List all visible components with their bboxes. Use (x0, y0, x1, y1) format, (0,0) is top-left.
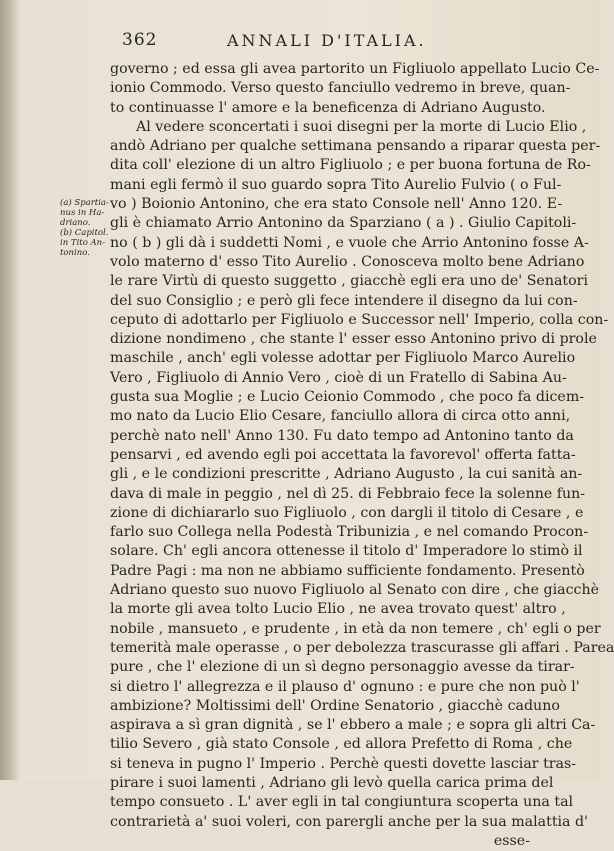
text-line: ambizione? Moltissimi dell' Ordine Senatorio , giacchè caduno (110, 697, 560, 714)
body-text (110, 60, 614, 851)
text-line: Adriano questo suo nuovo Figliuolo al Senato con dire , che giacchè (110, 582, 600, 599)
page-number: 362 (122, 30, 158, 50)
text-line: gli è chiamato Arrio Antonino da Sparziano ( a ) . Giulio Capitoli- (110, 215, 577, 232)
margin-note-line: driano. (60, 218, 91, 228)
margin-note-line: in Tito An- (60, 238, 106, 248)
text-line: dita coll' elezione di un altro Figliuolo ; e per buona fortuna de Ro- (110, 157, 591, 174)
text-line: dava di male in peggio , nel dì 25. di Febbraio fece la solenne fun- (110, 485, 586, 502)
running-head: ANNALI D'ITALIA. (227, 31, 427, 50)
margin-note-line: nus in Ha- (60, 208, 105, 218)
text-line: la morte gli avea tolto Lucio Elio , ne avea trovato quest' altro , (110, 601, 566, 618)
text-line: contrarietà a' suoi voleri, con parergli anche per la sua malattia d' (110, 813, 589, 830)
text-line: tilio Severo , già stato Console , ed allora Prefetto di Roma , che (110, 736, 573, 753)
margin-notes (60, 198, 112, 258)
text-line: Al vedere sconcertati i suoi disegni per la morte di Lucio Elio , (136, 118, 587, 135)
text-line: le rare Virtù di questo suggetto , giacchè egli era uno de' Senatori (110, 273, 588, 290)
catchword: esse- (493, 832, 530, 849)
text-line: pure , che l' elezione di un sì degno personaggio avesse da tirar- (110, 659, 575, 676)
gutter-shadow (0, 0, 20, 780)
text-line: ceputo di adottarlo per Figliuolo e Successor nell' Imperio, colla con- (110, 311, 609, 328)
text-line: gli , e le condizioni prescritte , Adriano Augusto , la cui sanità an- (110, 466, 583, 483)
text-line: mani egli fermò il suo guardo sopra Tito Aurelio Fulvio ( o Ful- (110, 176, 562, 193)
text-line: tempo consueto . L' aver egli in tal congiuntura scoperta una tal (110, 794, 574, 811)
text-line: perchè nato nell' Anno 130. Fu dato tempo ad Antonino tanto da (110, 427, 574, 444)
text-line: pirare i suoi lamenti , Adriano gli levò quella carica prima del (110, 774, 554, 791)
text-line: nobile , mansueto , e prudente , in età da non temere , ch' egli o per (110, 620, 601, 637)
text-line: Padre Pagi : ma non ne abbiamo sufficiente fondamento. Presentò (110, 562, 585, 579)
text-line: gusta sua Moglie ; e Lucio Ceionio Commodo , che poco fa dicem- (110, 389, 585, 406)
text-line: ionio Commodo. Verso questo fanciullo vedremo in breve, quan- (110, 80, 571, 97)
text-line: mo nato da Lucio Elio Cesare, fanciullo allora di circa otto anni, (110, 408, 571, 425)
text-line: andò Adriano per qualche settimana pensando a riparar questa per- (110, 138, 601, 155)
text-line: to continuasse l' amore e la beneficenza di Adriano Augusto. (110, 99, 546, 116)
text-line: temerità male operasse , o per debolezza trascurasse gli affari . Parea (110, 639, 614, 656)
text-line: si dietro l' allegrezza e il plauso d' ognuno : e pure che non può l' (110, 678, 580, 695)
text-line: volo materno d' esso Tito Aurelio . Conosceva molto bene Adriano (110, 253, 585, 270)
text-line: zione di dichiararlo suo Figliuolo , con dargli il titolo di Cesare , e (110, 504, 584, 521)
text-line: solare. Ch' egli ancora ottenesse il titolo d' Imperadore lo stimò il (110, 543, 583, 560)
text-line: maschile , anch' egli volesse adottar per Figliuolo Marco Aurelio (110, 350, 576, 367)
text-line: no ( b ) gli dà i suddetti Nomi , e vuole che Arrio Antonino fosse A- (110, 234, 589, 251)
text-line: aspirava a sì gran dignità , se l' ebbero a male ; e sopra gli altri Ca- (110, 717, 596, 734)
text-line: del suo Consiglio ; e però gli fece intendere il disegno da lui con- (110, 292, 578, 309)
text-line: vo ) Boionio Antonino, che era stato Console nell' Anno 120. E- (110, 196, 563, 213)
margin-note-line: tonino. (60, 248, 90, 258)
text-line: governo ; ed essa gli avea partorito un Figliuolo appellato Lucio Ce- (110, 61, 600, 77)
text-line: Vero , Figliuolo di Annio Vero , cioè di un Fratello di Sabina Au- (110, 369, 567, 386)
margin-note-line: (a) Spartia- (60, 198, 109, 208)
margin-note-line: (b) Capitol. (60, 228, 109, 238)
page-header (122, 30, 452, 54)
text-line: si teneva in pugno l' Imperio . Perchè questi dovette lasciar tras- (110, 755, 577, 772)
text-line: pensarvi , ed avendo egli poi accettata la favorevol' offerta fatta- (110, 446, 576, 463)
text-line: farlo suo Collega nella Podestà Tribunizia , e nel comando Procon- (110, 524, 589, 541)
text-line: dizione nondimeno , che stante l' esser esso Antonino privo di prole (110, 331, 597, 348)
